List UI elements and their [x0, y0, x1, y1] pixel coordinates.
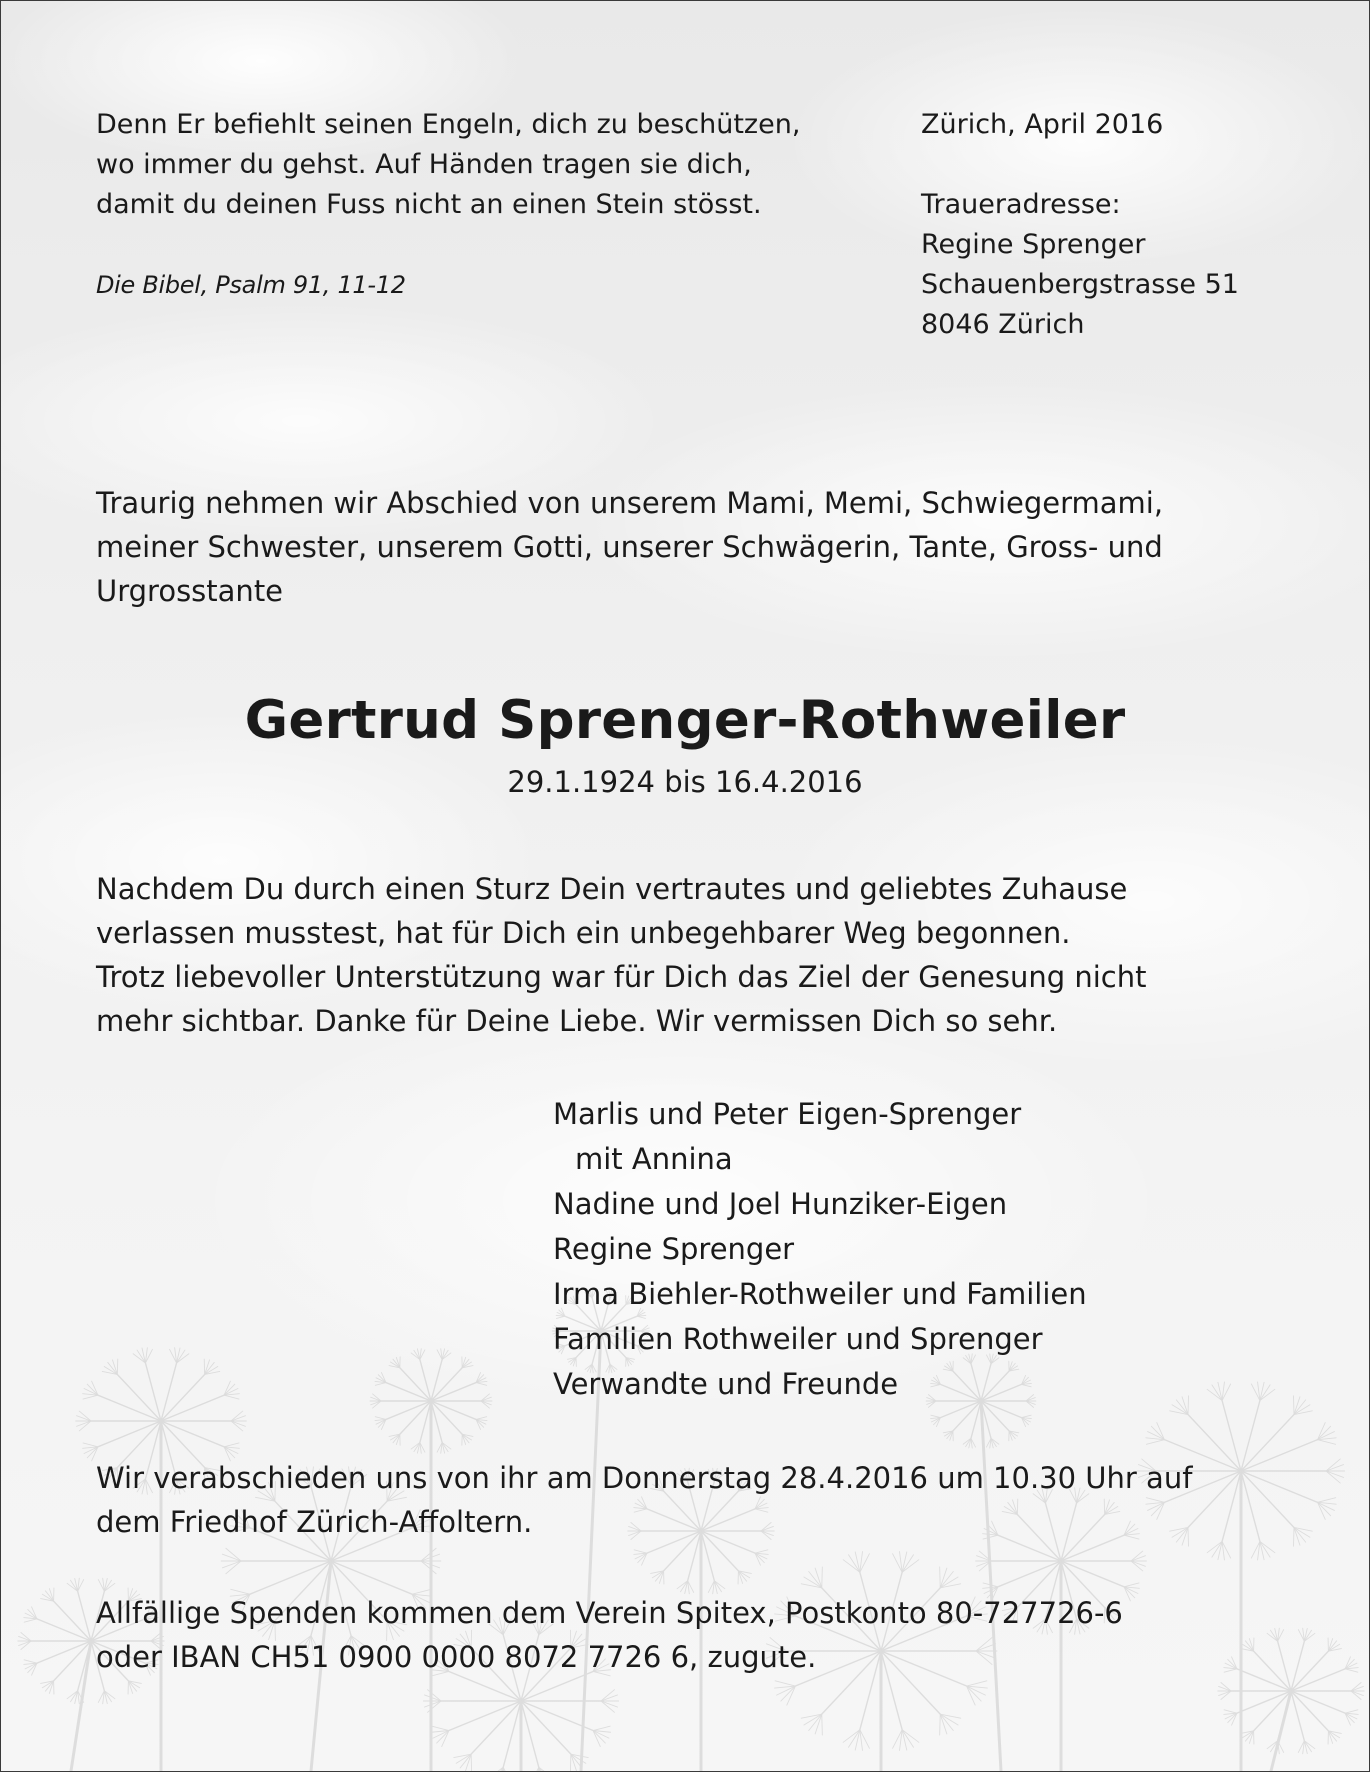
quote-line: wo immer du gehst. Auf Händen tragen sie dich, [96, 149, 752, 180]
address-label: Traueradresse: [921, 189, 1121, 220]
mourner-entry: Irma Biehler-Rothweiler und Familien [553, 1277, 1087, 1311]
tribute-line: Trotz liebevoller Unterstützung war für Dich das Ziel der Genesung nicht [96, 960, 1147, 994]
address-line: 8046 Zürich [921, 309, 1085, 340]
place-and-date: Zürich, April 2016 [921, 109, 1164, 140]
deceased-name: Gertrud Sprenger-Rothweiler [244, 690, 1126, 751]
donations-notice [96, 1591, 1123, 1679]
intro-line: Traurig nehmen wir Abschied von unserem Mami, Memi, Schwiegermami, [96, 486, 1164, 520]
mourner-entry: Nadine und Joel Hunziker-Eigen [553, 1187, 1008, 1221]
mourners-list [553, 1092, 1087, 1407]
mourner-entry: Regine Sprenger [553, 1232, 795, 1266]
address-line: Schauenbergstrasse 51 [921, 269, 1239, 300]
mourner-entry: Familien Rothweiler und Sprenger [553, 1322, 1043, 1356]
mourning-address [921, 185, 1239, 345]
donation-line: oder IBAN CH51 0900 0000 8072 7726 6, zugute. [96, 1640, 817, 1674]
tribute-line: mehr sichtbar. Danke für Deine Liebe. Wir vermissen Dich so sehr. [96, 1004, 1058, 1038]
intro-line: Urgrosstante [96, 574, 284, 608]
tribute-paragraph [96, 867, 1146, 1043]
funeral-line: dem Friedhof Zürich-Affoltern. [96, 1505, 533, 1539]
quote-line: Denn Er befiehlt seinen Engeln, dich zu beschützen, [96, 109, 801, 140]
mourner-entry: Marlis und Peter Eigen-Sprenger [553, 1097, 1022, 1131]
tribute-line: Nachdem Du durch einen Sturz Dein vertrautes und geliebtes Zuhause [96, 872, 1128, 906]
mourner-entry: mit Annina [575, 1142, 733, 1176]
bible-quote [96, 105, 800, 225]
mourner-entry: Verwandte und Freunde [553, 1367, 899, 1401]
life-dates: 29.1.1924 bis 16.4.2016 [507, 765, 863, 799]
intro-paragraph [96, 481, 1163, 613]
intro-line: meiner Schwester, unserem Gotti, unserer Schwägerin, Tante, Gross- und [96, 530, 1163, 564]
address-line: Regine Sprenger [921, 229, 1146, 260]
quote-line: damit du deinen Fuss nicht an einen Stein stösst. [96, 189, 762, 220]
tribute-line: verlassen musstest, hat für Dich ein unbegehbarer Weg begonnen. [96, 916, 1071, 950]
quote-source: Die Bibel, Psalm 91, 11-12 [96, 271, 406, 299]
donation-line: Allfällige Spenden kommen dem Verein Spitex, Postkonto 80-727726-6 [96, 1596, 1123, 1630]
funeral-line: Wir verabschieden uns von ihr am Donnerstag 28.4.2016 um 10.30 Uhr auf [96, 1461, 1193, 1495]
funeral-notice [96, 1456, 1192, 1544]
